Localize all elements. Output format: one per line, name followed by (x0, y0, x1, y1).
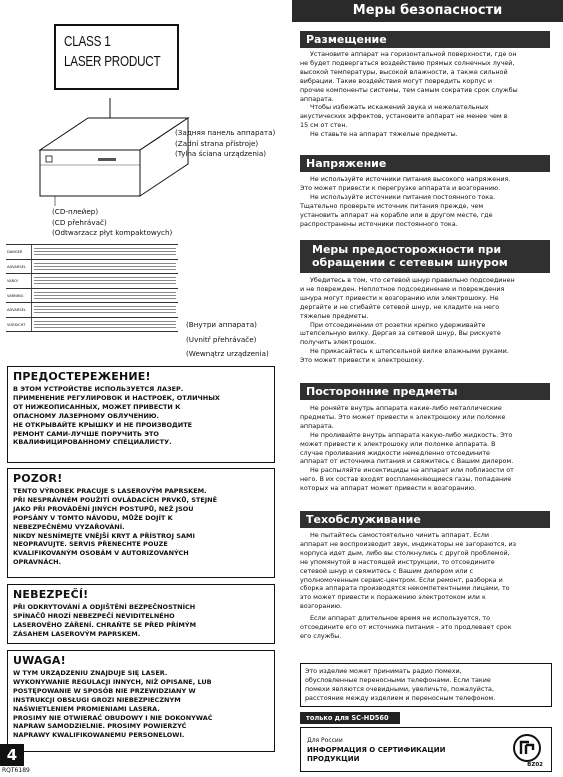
text-line: Это может привести к перегрузке аппарата и возгоранию. (300, 183, 501, 192)
text-line: обусловленные переносными телефонами. Если такие (305, 676, 491, 684)
back-panel-note: (Задняя панель аппарата) (175, 128, 276, 137)
warning-title: ПРЕДОСТЕРЕЖЕНИЕ! (13, 370, 151, 383)
section-title-foreign-objects: Посторонние предметы (300, 383, 550, 400)
cert-code: BZ02 (527, 762, 543, 768)
warning-line: POSTĘPOWANIE W SPOSÓB NIE PRZEWIDZIANY W (13, 686, 196, 695)
label-row (6, 274, 178, 289)
text-line: При отсоединении от розетки крепко удерживайте (310, 320, 486, 329)
text-line: Убедитесь в том, что сетевой шнур правильно подсоединен (310, 276, 515, 284)
warning-box-russian (7, 366, 275, 463)
section-body-placement (300, 50, 552, 139)
warning-line: SPÍNAČŮ HROZÍ NEBEZPEČÍ NEVIDITELNÉHO (13, 611, 175, 620)
warning-line: WYKONYWANIE REGULACJI INNYCH, NIŻ OPISANE, LUB (13, 677, 212, 686)
label-row (6, 303, 178, 318)
text-line: Это может привести к электрошоку. (300, 356, 425, 365)
section-body-maintenance (300, 531, 552, 641)
label-code: ADVARSEL (6, 303, 32, 317)
section-title-line: Меры предосторожности при (312, 243, 502, 256)
cd-player-note: (Odtwarzacz płyt kompaktowych) (52, 228, 173, 237)
text-line: не будет подвергаться воздействию прямых солнечных лучей, (300, 58, 515, 67)
warning-line: W TYM URZĄDZENIU ZNAJDUJE SIĘ LASER. (13, 669, 168, 677)
inside-note: (Uvnitř přehrávače) (186, 335, 257, 344)
cert-region: Для России (307, 737, 343, 744)
text-line: отсоедините его от источника питания – это продлевает срок (300, 623, 512, 632)
text-line: уполномоченным сервис-центром. Если ремонт, разборка и (300, 575, 503, 584)
warning-title: UWAGA! (13, 654, 66, 667)
text-line: установить аппарат на корабле или в другом месте, где (300, 210, 493, 219)
warning-line: NIKDY NESNÍMEJTE VNĚJŠÍ KRYT A PŘÍSTROJ SAMI (13, 531, 195, 540)
laser-product-label (54, 24, 179, 90)
text-line: Не пытайтесь самостоятельно чинить аппарат. Если (310, 531, 490, 539)
cd-player-notes (52, 207, 172, 239)
text-line: Если аппарат длительное время не используется, то (310, 614, 491, 623)
warning-line: NEOPRAVUJTE. SERVIS PŘENECHTE POUZE (13, 540, 168, 549)
laser-label-line1: CLASS 1 (64, 33, 111, 50)
warning-line: ОТ НИЖЕОПИСАННЫХ, МОЖЕТ ПРИВЕСТИ К (13, 402, 181, 411)
text-line: помехи являются очевидными, увеличьте, пожалуйста, (305, 685, 494, 693)
warning-box-polish (7, 650, 275, 752)
warning-title: POZOR! (13, 472, 63, 485)
text-line: аппарат не воспроизводит звук, индикаторы не загораются, из (300, 539, 517, 548)
warning-line: OPRAVNÁCH. (13, 558, 62, 567)
label-code: VARNING (6, 289, 32, 303)
text-line: вибрации. Такие воздействия могут повредить корпус и (300, 76, 493, 85)
label-code: ADVARSEL (6, 260, 32, 274)
cert-title-2: ПРОДУКЦИИ (307, 755, 360, 763)
warning-line: РЕМОНТ САМИ-ЛУЧШЕ ПОРУЧИТЬ ЭТО (13, 429, 159, 438)
text-line: аппарат от источника питания и свяжитесь с Вашим дилером. (300, 457, 514, 466)
text-line: расстояние между изделием и переносным телефоном. (305, 694, 496, 702)
page-code: RQT6189 (2, 767, 30, 774)
section-body-voltage (300, 175, 552, 228)
warning-line: LASEROVÉHO ZÁŘENÍ. CHRAŇTE SE PŘED PŘÍMÝM (13, 620, 197, 629)
warning-line: PŘI ODKRYTOVÁNÍ A ODJIŠTĚNÍ BEZPEČNOSTNÍCH (13, 603, 196, 611)
text-line: может привести к электрошоку или поломке аппарата. В (300, 439, 496, 448)
label-row (6, 318, 178, 333)
label-row (6, 289, 178, 304)
section-title-placement: Размещение (300, 31, 550, 48)
warning-box-czech-pozor (7, 468, 275, 578)
laser-label-line2: LASER PRODUCT (64, 53, 161, 70)
section-body-power-cord (300, 276, 552, 365)
warning-line: НЕ ОТКРЫВАЙТЕ КРЫШКУ И НЕ ПРОИЗВОДИТЕ (13, 420, 193, 429)
section-title-line: обращении с сетевым шнуром (312, 256, 508, 269)
model-only-bar: только для SC-HD560 (300, 712, 400, 724)
page-number: 4 (0, 744, 24, 766)
warning-line: NEBEZPEČNÉMU VYZAŘOVÁNÍ. (13, 522, 125, 531)
text-line: дергайте и не сгибайте сетевой шнур, не кладите на него (300, 302, 500, 311)
text-line: штепсельную вилку. Дергая за сетевой шнур, Вы рискуете (300, 329, 501, 338)
warning-line: TENTO VÝROBEK PRACUJE S LASEROVÝM PAPRSKEM. (13, 487, 207, 495)
certification-box (300, 727, 552, 772)
text-line: сборка аппарата производятся некомпетентными лицами, то (300, 584, 510, 593)
warning-line: ZÁSAHEM LASEROVÝM PAPRSKEM. (13, 629, 141, 638)
back-panel-notes (175, 128, 275, 160)
gost-certification-logo-icon (513, 734, 541, 762)
text-line: возгоранию. (300, 602, 343, 611)
text-line: шнура могут привести к возгоранию или электрошоку. Не (300, 293, 499, 302)
text-line: его службы. (300, 631, 342, 640)
text-line: Не распыляйте инсектициды на аппарат или поблизости от (310, 466, 514, 475)
text-line: акустических эффектов, установите аппарат не менее чем в (300, 112, 508, 121)
text-line: Не используйте источники питания постоянного тока. (310, 192, 496, 201)
label-code: VORSICHT (6, 318, 32, 332)
text-line: него. В их состав входят воспламеняющиеся газы, попадание (300, 475, 512, 484)
label-code: VARO! (6, 274, 32, 288)
inside-note: (Wewnątrz urządzenia) (186, 349, 269, 358)
interference-notice (300, 663, 552, 707)
section-title-power-cord (300, 240, 550, 273)
section-body-foreign-objects (300, 404, 552, 493)
text-line: и не поврежден. Неплотное подсоединение и повреждения (300, 284, 505, 293)
text-line: которых на аппарат может привести к возгоранию. (300, 484, 476, 493)
warning-line: В ЭТОМ УСТРОЙСТВЕ ИСПОЛЬЗУЕТСЯ ЛАЗЕР. (13, 385, 184, 393)
text-line: прочие компоненты системы, тем самым сократив срок службы (300, 85, 518, 94)
warning-line: ПРИМЕНЕНИЕ РЕГУЛИРОВОК И НАСТРОЕК, ОТЛИЧНЫХ (13, 393, 220, 402)
text-line: Не роняйте внутрь аппарата какие-либо металлические (310, 404, 502, 412)
text-line: Тщательно проверьте источник питания прежде, чем (300, 201, 484, 210)
text-line: Не ставьте на аппарат тяжелые предметы. (310, 130, 458, 139)
label-code: DANGER (6, 245, 32, 259)
text-line: сетевой шнур и свяжитесь с Вашим дилером или с (300, 566, 474, 575)
cd-player-note: (CD přehrávač) (52, 217, 107, 227)
warning-line: PROSIMY NIE OTWIERAĆ OBUDOWY I NIE DOKONYWAĆ (13, 713, 213, 722)
page-title: Меры безопасности (292, 0, 563, 22)
warning-line: POPSÁNY V TOMTO NÁVODU, MŮŽE DOJÍT K (13, 513, 173, 522)
label-row (6, 245, 178, 260)
text-line: случае проливания жидкости немедленно отсоедините (300, 448, 490, 457)
text-line: Не проливайте внутрь аппарата какую-либо жидкость. Это (310, 430, 513, 439)
warning-line: KVALIFIKOVANÝM OSOBÁM V AUTORIZOVANÝCH (13, 549, 189, 558)
warning-box-czech-nebezpeci (7, 584, 275, 644)
text-line: 15 см от стен. (300, 121, 348, 130)
warning-line: NAPRAWY KWALIFIKOWANEMU PERSONELOWI. (13, 731, 185, 740)
text-line: Не используйте источники питания высокого напряжения. (310, 175, 511, 183)
inside-note: (Внутри аппарата) (186, 320, 257, 329)
text-line: Не прикасайтесь к штепсельной вилке влажными руками. (310, 347, 509, 356)
warning-line: JAKO PŘI PROVÁDĚNÍ JINÝCH POSTUPŮ, NEŽ JSOU (13, 504, 194, 513)
text-line: высокой температуры, высокой влажности, а также сильной (300, 67, 508, 76)
warning-line: INSTRUKCJI OBSŁUGI GROZI NIEBEZPIECZNYM (13, 695, 181, 704)
text-line: аппарата. (300, 94, 334, 103)
text-line: Это изделие может принимать радио помехи, (305, 667, 462, 675)
text-line: это может привести к поражению электротоком или к (300, 593, 486, 602)
internal-warning-label (6, 244, 178, 332)
label-row (6, 260, 178, 275)
text-line: предметы. Это может привести к электрошоку или поломке (300, 412, 506, 421)
cert-title: ИНФОРМАЦИЯ О СЕРТИФИКАЦИИ (307, 745, 446, 754)
section-title-voltage: Напряжение (300, 155, 550, 172)
back-panel-note: (Zadní strana přístroje) (175, 138, 259, 148)
text-line: не упомянутой в настоящей инструкции, то отсоедините (300, 557, 495, 566)
section-title-maintenance: Техобслуживание (300, 511, 550, 528)
cd-player-note: (CD-плейер) (52, 207, 99, 216)
warning-line: NAŚWIETLENIEM PROMIENIAMI LASERA. (13, 704, 160, 713)
text-line: Чтобы избежать искажений звука и нежелательных (310, 103, 489, 112)
warning-line: NAPRAW SAMODZIELNIE. PROSIMY POWIERZYĆ (13, 722, 187, 731)
warning-line: PŘI NESPRÁVNÉM POUŽITÍ OVLÁDACÍCH PRVKŮ, STEJNĚ (13, 495, 218, 504)
text-line: корпуса идет дым, либо вы столкнулись с другой проблемой, (300, 548, 510, 557)
text-line: аппарата. (300, 421, 334, 430)
text-line: Установите аппарат на горизонтальной поверхности, где он (310, 50, 517, 58)
text-line: получить электрошок. (300, 338, 377, 347)
warning-line: ОПАСНОМУ ЛАЗЕРНОМУ ОБЛУЧЕНИЮ. (13, 411, 159, 420)
back-panel-note: (Tylna ściana urządzenia) (175, 149, 267, 158)
text-line: распространены источники постоянного тока. (300, 219, 458, 228)
text-line: тяжелые предметы. (300, 311, 369, 320)
warning-line: КВАЛИФИЦИРОВАННОМУ СПЕЦИАЛИСТУ. (13, 438, 172, 447)
warning-title: NEBEZPEČÍ! (13, 588, 89, 601)
